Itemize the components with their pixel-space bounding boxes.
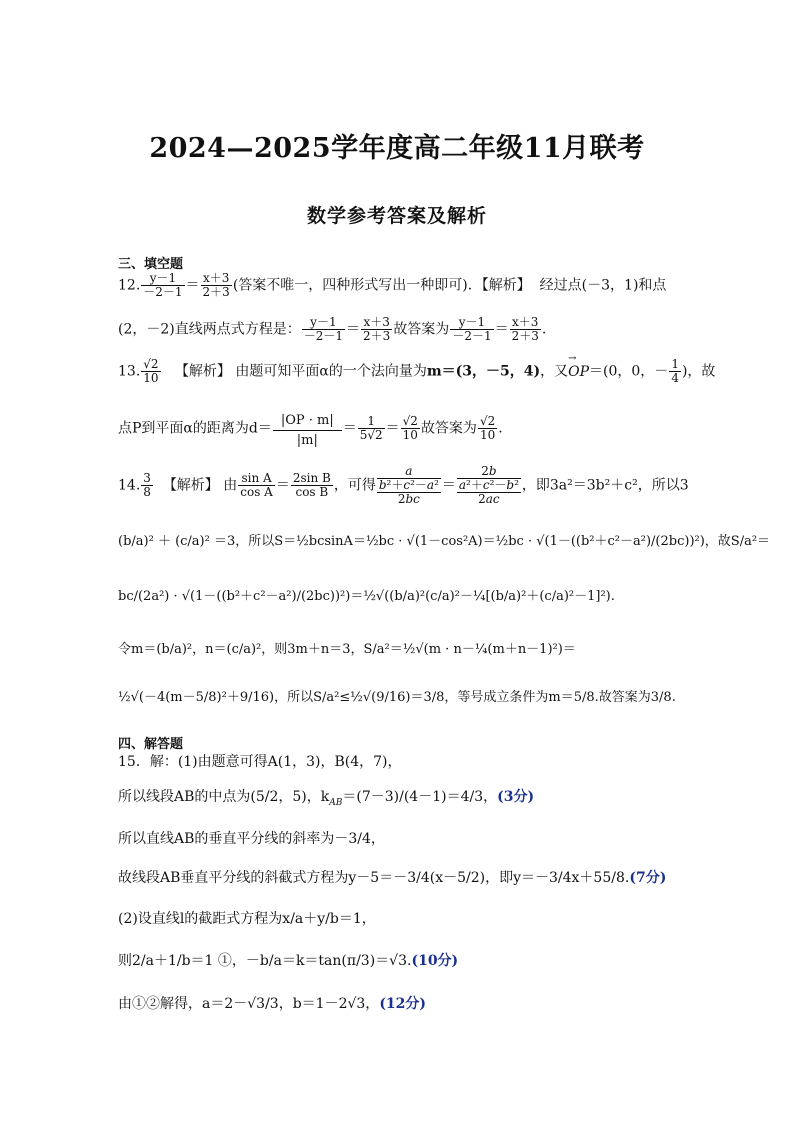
q15-score-3: (3分) xyxy=(497,789,535,805)
q12-note: (答案不唯一，四种形式写出一种即可)． xyxy=(232,277,482,294)
q12-number: 12. xyxy=(118,277,141,294)
q12-line-2: (2，－2)直线两点式方程是： $\frac{y-1}{-2-1}$ ＝ $\frac{x+3}{2+3}$ 故答案为 $\frac{y-1}{-2-1}$ ＝ $\frac{x+3}{2+3}$ . xyxy=(118,315,547,343)
section-heading-solutions: 四、解答题 xyxy=(118,737,184,752)
q15-line-7: 由①②解得，a＝2－√3/3，b＝1－2√3，(12分) xyxy=(118,996,427,1012)
q15-line-6: 则2/a＋1/b＝1 ①，－b/a＝k＝tan(π/3)＝√3.(10分) xyxy=(118,953,459,969)
q15-line-3: 所以直线AB的垂直平分线的斜率为－3/4， xyxy=(118,831,385,847)
section-heading-fill-blank: 三、填空题 xyxy=(118,257,184,272)
q14-line-2: (b/a)² ＋ (c/a)² ＝3，所以S＝½bcsinA＝½bc · √(1－cos²A)＝½bc · √(1－((b²＋c²－a²)/(2bc))²)，故S/a²＝ xyxy=(118,534,771,549)
q15-line-1: 15．解：(1)由题意可得A(1，3)，B(4，7)， xyxy=(118,754,402,770)
q12-analysis-tag: 【解析】 xyxy=(481,277,531,294)
q14-line-1: 14. $\frac{3}{8}$ 【解析】 由 $\frac{\text{sin A}}{\text{cos A}}$ ＝ $\frac{\text{2sin B}}{\text{cos B}}$ ，可得 a b²＋c²－a² 2bc ＝ 2b a²＋c²－b² 2ac ，即3a²＝3b²＋c²，所以3 xyxy=(118,464,689,506)
q14-line-4: 令m＝(b/a)²，n＝(c/a)²，则3m＋n＝3，S/a²＝½√(m · n－¼(m＋n－1)²)＝ xyxy=(118,642,576,657)
q15-line-2: 所以线段AB的中点为(5/2，5)，$k_{AB}=(7-3)/(4-1)=4/3$，(3分) xyxy=(118,789,535,808)
q14-line-3: bc/(2a²) · √(1－((b²＋c²－a²)/(2bc))²)＝½√((b/a)²(c/a)²－¼[(b/a)²＋(c/a)²－1]²). xyxy=(118,589,615,604)
q12-fraction-y: $\frac{y-1}{-2-1}$ xyxy=(143,271,183,299)
q13-number: 13. xyxy=(118,363,141,380)
q14-analysis-tag: 【解析】 xyxy=(162,477,219,494)
q15-line-4: 故线段AB垂直平分线的斜截式方程为y－5＝－3/4(x－5/2)，即y＝－3/4x＋55/8.(7分) xyxy=(118,870,667,886)
q14-line-5: ½√(－4(m－5/8)²＋9/16)，所以S/a²≤½√(9/16)＝3/8，等号成立条件为m＝5/8.故答案为3/8. xyxy=(118,690,676,705)
q15-score-7: (7分) xyxy=(629,870,667,886)
q12-fraction-x: $\frac{x+3}{2+3}$ xyxy=(202,271,230,299)
q12-line-1: 12. $\frac{y-1}{-2-1}$ ＝ $\frac{x+3}{2+3}$ (答案不唯一，四种形式写出一种即可)．【解析】 经过点(－3，1)和点 xyxy=(118,271,667,299)
q15-score-10: (10分) xyxy=(411,953,459,969)
q14-number: 14. xyxy=(118,477,141,494)
q15-score-12: (12分) xyxy=(379,996,427,1012)
q13-line-2: 点P到平面α的距离为d＝ $\frac{|OP \cdot m|}{|m|}$ ＝ $\frac{1}{5√2}$ ＝ $\frac{√2}{10}$ 故答案为 $\frac{√2}{10}$ . xyxy=(118,410,688,447)
q13-line-1: 13. $\frac{√2}{10}$ 【解析】 由题可知平面α的一个法向量为m＝(3，－5，4)，又→ OP＝(0，0，－ $\frac{1}{4}$ )，故 xyxy=(118,358,688,385)
page-title: 2024—2025学年度高二年级11月联考 xyxy=(149,133,645,164)
q15-line-5: (2)设直线l的截距式方程为x/a＋y/b＝1， xyxy=(118,911,376,927)
q13-analysis-tag: 【解析】 xyxy=(174,363,231,380)
page-subtitle: 数学参考答案及解析 xyxy=(306,205,487,227)
